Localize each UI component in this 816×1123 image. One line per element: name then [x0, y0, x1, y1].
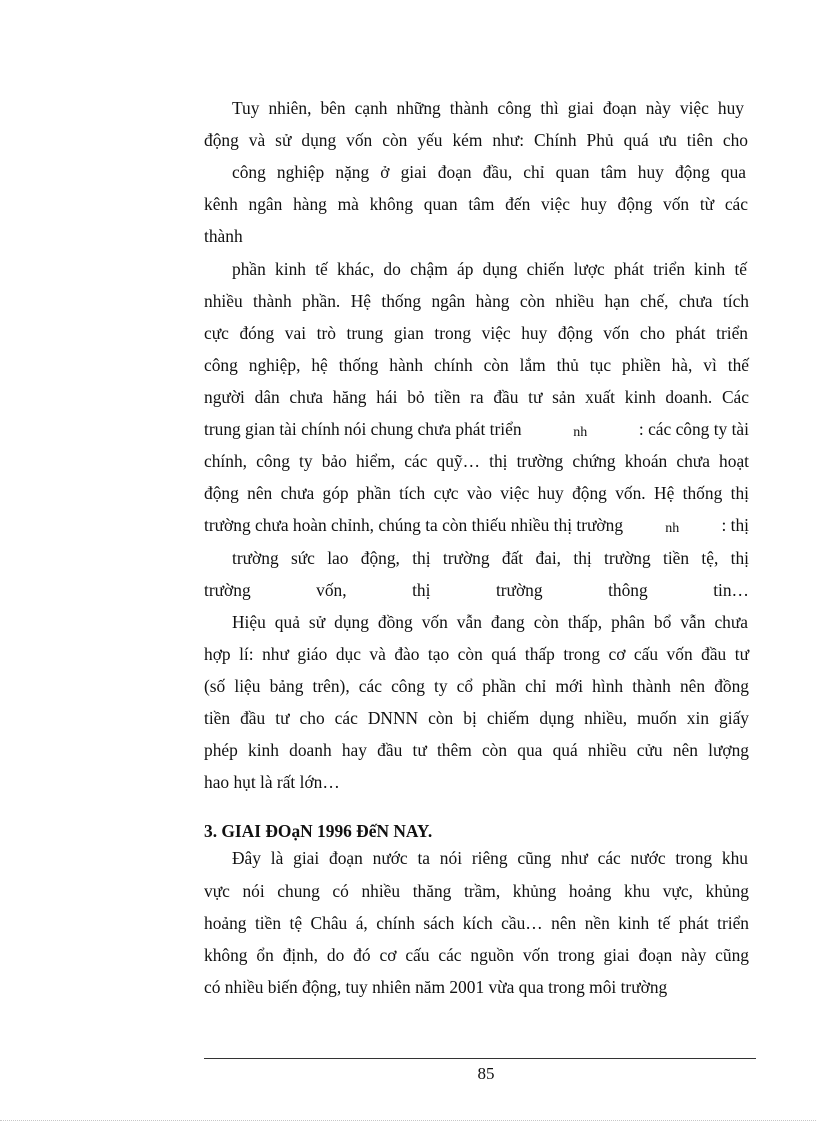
paragraph-line: Đây là giai đoạn nước ta nói riêng cũng như các nước trong khu: [232, 848, 748, 868]
paragraph-line: động và sử dụng vốn còn yếu kém như: Chính Phủ quá ưu tiên cho: [204, 130, 748, 150]
paragraph-line: động nên chưa góp phần tích cực vào việc huy động vốn. Hệ thống thị: [204, 483, 749, 503]
spread-word: trường: [495, 580, 543, 600]
spread-word: trường: [204, 580, 251, 600]
spread-line: [204, 579, 749, 601]
paragraph-line: Hiệu quả sử dụng đồng vốn vẫn đang còn thấp, phân bổ vẫn chưa: [232, 612, 748, 632]
line-text-before: trung gian tài chính nói chung chưa phát triển: [204, 419, 522, 439]
paragraph-line-with-subscript: [204, 514, 749, 536]
paragraph-line: công nghiệp nặng ở giai đoạn đầu, chỉ quan tâm huy động qua: [232, 162, 746, 182]
section-heading: 3. GIAI ĐOạN 1996 ĐếN NAY.: [204, 821, 433, 841]
line-text-after: : thị: [721, 515, 749, 535]
line-text-after: : các công ty tài: [638, 419, 749, 439]
paragraph-line: có nhiều biến động, tuy nhiên năm 2001 vừa qua trong môi trường: [204, 977, 668, 997]
footer-divider: [204, 1058, 756, 1059]
paragraph-line: vực nói chung có nhiều thăng trầm, khủng hoảng khu vực, khủng: [204, 881, 749, 901]
paragraph-line: phép kinh doanh hay đầu tư thêm còn qua quá nhiều cửu nên lượng: [204, 740, 749, 760]
paragraph-line: trường sức lao động, thị trường đất đai, thị trường tiền tệ, thị: [232, 548, 749, 568]
paragraph-line: hoảng tiền tệ Châu á, chính sách kích cầu… nên nền kinh tế phát triển: [204, 913, 749, 933]
paragraph-line: hợp lí: như giáo dục và đào tạo còn quá thấp trong cơ cấu vốn đầu tư: [204, 644, 749, 664]
paragraph-line-with-subscript: [204, 418, 749, 440]
paragraph-line: người dân chưa hăng hái bỏ tiền ra đầu tư sản xuất kinh doanh. Các: [204, 387, 749, 407]
paragraph-line: tiền đầu tư cho các DNNN còn bị chiếm dụng nhiều, muốn xin giấy: [204, 708, 749, 728]
spread-word: tin…: [713, 580, 749, 600]
paragraph-line: kênh ngân hàng mà không quan tâm đến việc huy động vốn từ các: [204, 194, 748, 214]
spread-word: vốn,: [316, 580, 347, 600]
paragraph-line: phần kinh tế khác, do chậm áp dụng chiến lược phát triển kinh tế: [232, 259, 747, 279]
paragraph-line: chính, công ty bảo hiểm, các quỹ… thị trường chứng khoán chưa hoạt: [204, 451, 749, 471]
page-edge-divider: [0, 1120, 816, 1121]
paragraph-line: Tuy nhiên, bên cạnh những thành công thì giai đoạn này việc huy: [232, 98, 744, 118]
page-number: 85: [477, 1064, 495, 1083]
paragraph-line: thành: [204, 226, 243, 246]
spread-word: thông: [608, 580, 648, 600]
paragraph-line: cực đóng vai trò trung gian trong việc huy động vốn cho phát triển: [204, 323, 748, 343]
subscript-text: nh: [573, 425, 588, 440]
paragraph-line: nhiều thành phần. Hệ thống ngân hàng còn nhiều hạn chế, chưa tích: [204, 291, 749, 311]
paragraph-line: (số liệu bảng trên), các công ty cổ phần chỉ mới hình thành nên đồng: [204, 676, 749, 696]
paragraph-line: không ổn định, do đó cơ cấu các nguồn vốn trong giai đoạn này cũng: [204, 945, 749, 965]
line-text-before: trường chưa hoàn chỉnh, chúng ta còn thiếu nhiều thị trường: [204, 515, 624, 535]
paragraph-line: công nghiệp, hệ thống hành chính còn lắm thủ tục phiền hà, vì thế: [204, 355, 749, 375]
subscript-text: nh: [665, 521, 680, 536]
paragraph-line: hao hụt là rất lớn…: [204, 772, 340, 792]
spread-word: thị: [412, 580, 431, 600]
